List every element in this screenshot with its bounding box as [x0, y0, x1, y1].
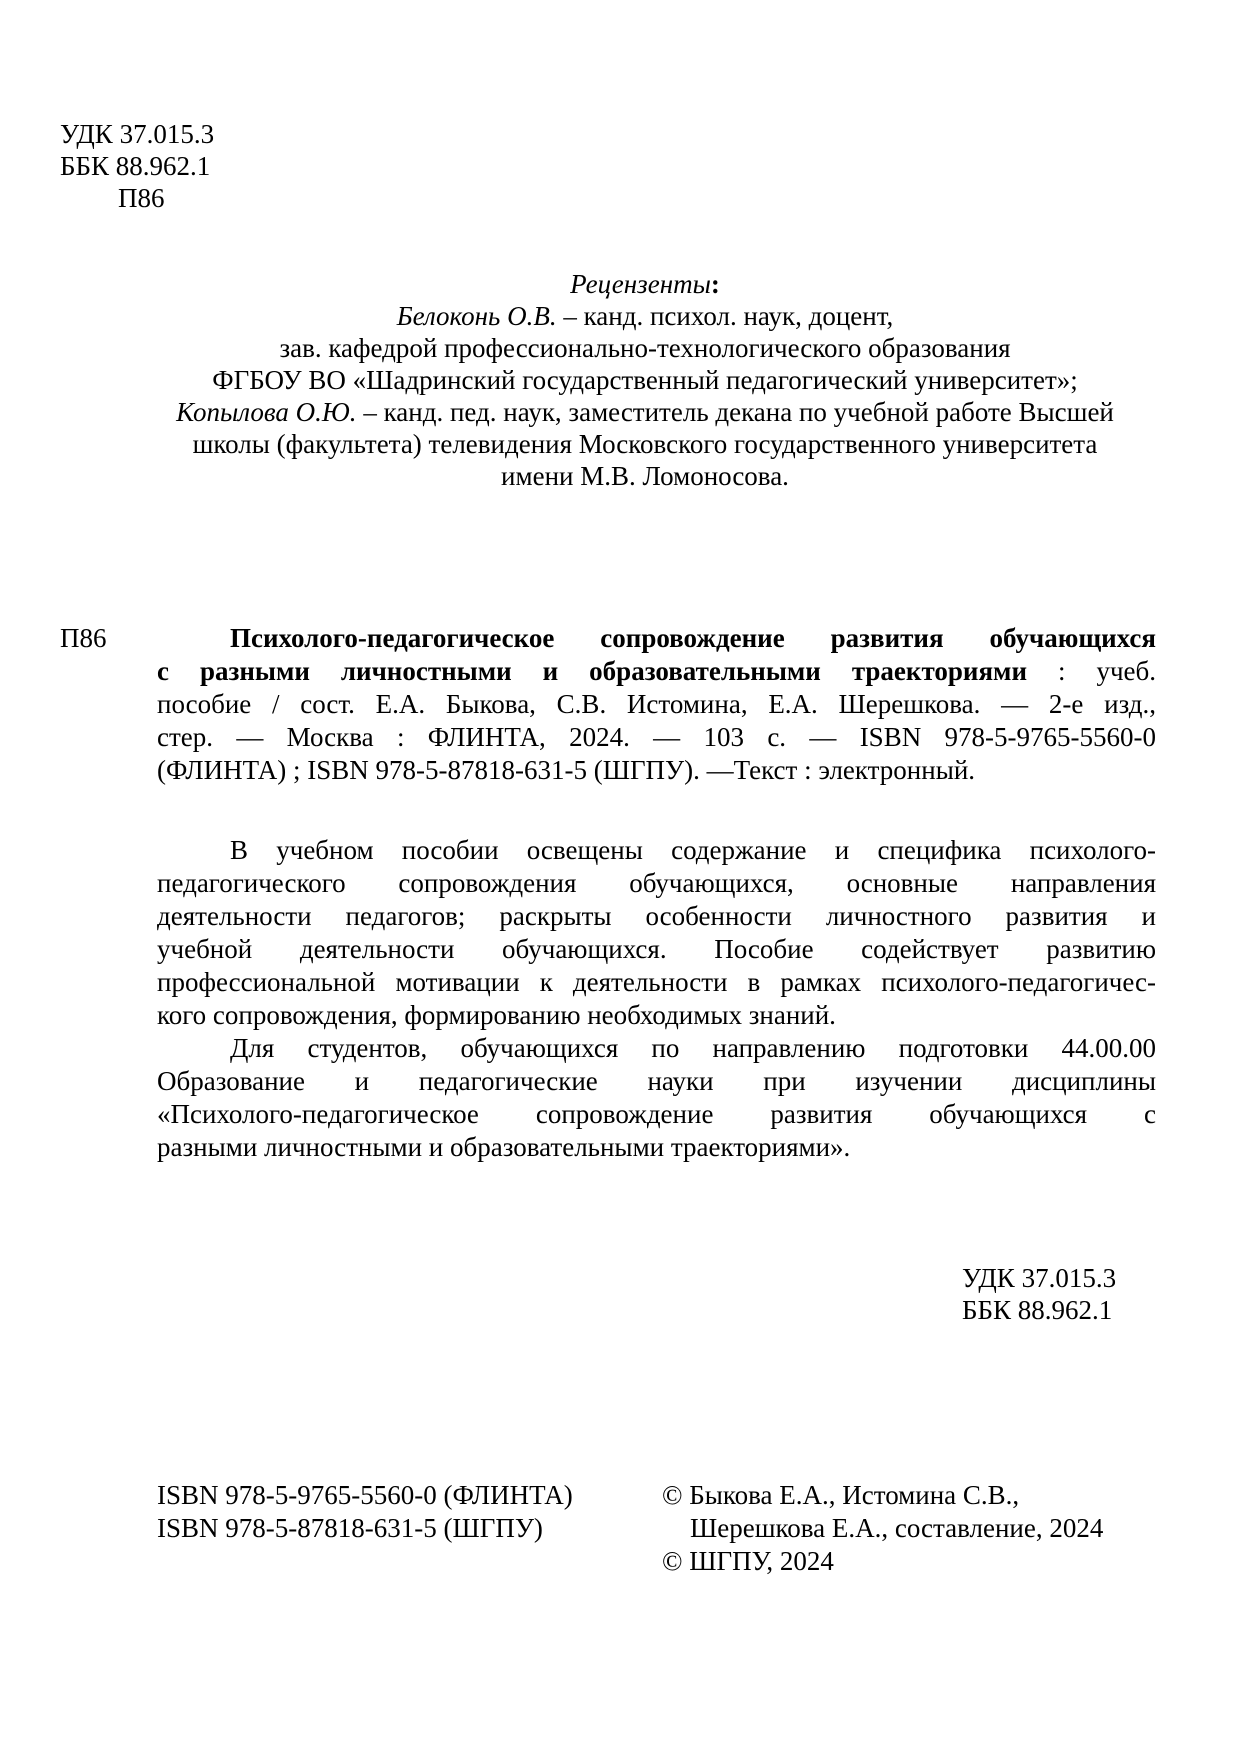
- annotation-p2-line: разными личностными и образовательными траекториями».: [157, 1132, 851, 1162]
- annotation-p1-line: кого сопровождения, формированию необходимых знаний.: [157, 1000, 836, 1030]
- catalog-title-type: : учеб.: [1027, 656, 1157, 686]
- reviewer-2-name: Копылова О.Ю.: [176, 397, 357, 427]
- catalog-title-continued: с разными личностными и образовательными траекториями: [157, 656, 1028, 686]
- reviewer-2-line-1: [160, 396, 1130, 428]
- annotation-p1-line: В учебном пособии освещены содержание и специфика психолого-: [230, 835, 1156, 865]
- reviewer-1-line-3: ФГБОУ ВО «Шадринский государственный педагогический университет»;: [212, 365, 1078, 395]
- catalog-title-line-2: [157, 655, 1156, 688]
- reviewer-1-line-2: зав. кафедрой профессионально-технологического образования: [279, 333, 1011, 363]
- isbn-shgpu: ISBN 978-5-87818-631-5 (ШГПУ): [157, 1513, 543, 1543]
- bottom-bbk-code: ББК 88.962.1: [962, 1295, 1113, 1325]
- isbn-block: [157, 1479, 573, 1545]
- bbk-code: ББК 88.962.1: [60, 151, 211, 181]
- catalog-entry: [157, 622, 1156, 787]
- reviewer-2-credentials: – канд. пед. наук, заместитель декана по учебной работе Высшей: [356, 397, 1114, 427]
- annotation-p1-line: деятельности педагогов; раскрыты особенности личностного развития и: [157, 901, 1156, 931]
- annotation-p1-line: учебной деятельности обучающихся. Пособие содействует развитию: [157, 934, 1156, 964]
- catalog-author-mark: П86: [60, 623, 107, 653]
- reviewer-1-credentials: – канд. психол. наук, доцент,: [556, 301, 894, 331]
- copyright-university: © ШГПУ, 2024: [662, 1546, 834, 1576]
- top-classification-codes: [60, 118, 360, 214]
- author-mark: П86: [118, 183, 165, 213]
- reviewer-1-name: Белоконь О.В.: [396, 301, 557, 331]
- copyright-block: [662, 1479, 1103, 1578]
- bottom-classification-codes: [962, 1262, 1116, 1326]
- copyright-authors: © Быкова Е.А., Истомина С.В.,: [662, 1480, 1020, 1510]
- catalog-line-3: пособие / сост. Е.А. Быкова, С.В. Истомина, Е.А. Шерешкова. — 2-е изд.,: [157, 689, 1156, 719]
- annotation: [157, 834, 1156, 1164]
- annotation-p2-line: Для студентов, обучающихся по направлению подготовки 44.00.00: [230, 1033, 1156, 1063]
- catalog-title-line-1: Психолого-педагогическое сопровождение развития обучающихся: [230, 623, 1156, 653]
- annotation-p1-line: педагогического сопровождения обучающихся, основные направления: [157, 868, 1156, 898]
- annotation-p1-line: профессиональной мотивации к деятельности в рамках психолого-педагогичес-: [157, 967, 1156, 997]
- reviewers-block: [160, 268, 1130, 492]
- reviewer-2-line-2: школы (факультета) телевидения Московского государственного университета: [192, 429, 1098, 459]
- reviewer-1-line-1: [160, 300, 1130, 332]
- catalog-line-4: стер. — Москва : ФЛИНТА, 2024. — 103 с. — ISBN 978-5-9765-5560-0: [157, 722, 1156, 752]
- catalog-line-5: (ФЛИНТА) ; ISBN 978-5-87818-631-5 (ШГПУ). —Текст : электронный.: [157, 755, 976, 785]
- reviewers-heading-text: Рецензенты: [570, 269, 711, 299]
- reviewers-heading: [160, 268, 1130, 300]
- annotation-p2-line: Образование и педагогические науки при изучении дисциплины: [157, 1066, 1156, 1096]
- reviewers-heading-colon: :: [710, 269, 720, 299]
- isbn-flinta: ISBN 978-5-9765-5560-0 (ФЛИНТА): [157, 1480, 573, 1510]
- bottom-udk-code: УДК 37.015.3: [962, 1263, 1117, 1293]
- copyright-authors-continued: Шерешкова Е.А., составление, 2024: [690, 1513, 1104, 1543]
- annotation-p2-line: «Психолого-педагогическое сопровождение развития обучающихся с: [157, 1099, 1156, 1129]
- reviewer-2-line-3: имени М.В. Ломоносова.: [501, 461, 789, 491]
- udk-code: УДК 37.015.3: [60, 119, 215, 149]
